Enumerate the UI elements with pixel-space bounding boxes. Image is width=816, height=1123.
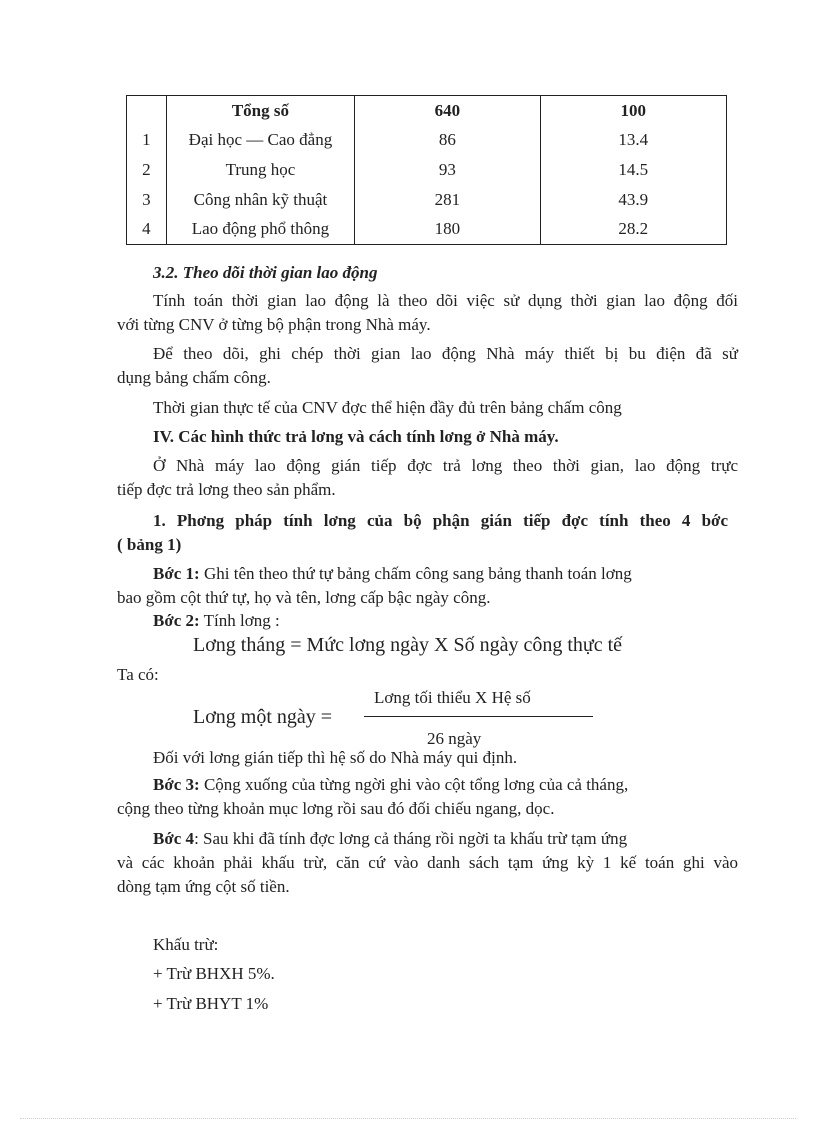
paragraph-line: và các khoản phải khấu trừ, căn cứ vào danh sách tạm ứng kỳ 1 kế toán ghi vào [117,853,738,872]
step-4 [153,828,738,850]
table-cell-no: 2 [127,155,167,185]
step-label: Bớc 4 [153,829,195,848]
step-text: : Sau khi đã tính đợc lơng cả tháng rồi ngời ta khấu trừ tạm ứng [194,829,628,848]
paragraph-line: dòng tạm ứng cột số tiền. [117,877,290,896]
deduction-item: + Trừ BHXH 5%. [153,964,275,983]
table-cell-label: Công nhân kỹ thuật [166,185,355,215]
table-cell-no: 4 [127,214,167,244]
table-cell-percent: 43.9 [540,185,726,215]
table-cell-percent: 28.2 [540,214,726,244]
table-cell-no [127,96,167,126]
formula-denominator: 26 ngày [427,729,482,748]
fraction-line [364,716,593,717]
paragraph-line: Để theo dõi, ghi chép thời gian lao động Nhà máy thiết bị bu điện đã sử [153,344,738,363]
ta-co-label: Ta có: [117,665,159,684]
table-cell-label: Trung học [166,155,355,185]
table-cell-count: 86 [355,126,540,156]
method-heading-line2: ( bảng 1) [117,535,182,554]
paragraph-line: cộng theo từng khoản mục lơng rồi sau đó đối chiếu ngang, dọc. [117,799,555,818]
table-cell-percent: 100 [540,96,726,126]
formula-numerator: Lơng tối thiểu X Hệ số [374,688,531,707]
formula-daily-salary-left: Lơng một ngày = [193,706,333,728]
table-cell-count: 93 [355,155,540,185]
paragraph-line: Đối với lơng gián tiếp thì hệ số do Nhà máy qui định. [153,748,518,767]
table-row-total [127,96,727,126]
table-cell-label: Đại học — Cao đẳng [166,126,355,156]
paragraph-line: Tính toán thời gian lao động là theo dõi việc sử dụng thời gian lao động đối [153,291,738,310]
paragraph-line: Ở Nhà máy lao động gián tiếp đợc trả lơng theo thời gian, lao động trực [153,456,738,475]
paragraph-line: tiếp đợc trả lơng theo sản phẩm. [117,480,336,499]
table-cell-no: 1 [127,126,167,156]
formula-monthly-salary: Lơng tháng = Mức lơng ngày X Số ngày công thực tế [193,634,623,656]
page-bottom-rule [20,1118,796,1119]
paragraph-line: bao gồm cột thứ tự, họ và tên, lơng cấp bậc ngày công. [117,588,491,607]
table-row [127,185,727,215]
table-cell-percent: 13.4 [540,126,726,156]
table-cell-count: 180 [355,214,540,244]
step-text: Cộng xuống của từng ngời ghi vào cột tổng lơng của cả tháng, [199,775,629,794]
paragraph-line: với từng CNV ở từng bộ phận trong Nhà máy. [117,315,431,334]
table-row [127,126,727,156]
step-text: Tính lơng : [199,611,280,630]
section-heading-3-2: 3.2. Theo dõi thời gian lao động [153,263,378,282]
table-row [127,155,727,185]
step-label: Bớc 1: [153,564,200,583]
deductions-title: Khấu trừ: [153,935,219,954]
staff-qualification-table [126,95,727,245]
step-2 [153,610,280,632]
table-cell-count: 640 [355,96,540,126]
table-cell-no: 3 [127,185,167,215]
step-text: Ghi tên theo thứ tự bảng chấm công sang bảng thanh toán lơng [199,564,632,583]
table-cell-label: Tổng số [166,96,355,126]
method-heading: 1. Phơng pháp tính lơng của bộ phận gián tiếp đợc tính theo 4 bớc [153,511,728,530]
paragraph-line: Thời gian thực tế của CNV đợc thể hiện đầy đủ trên bảng chấm công [153,398,622,417]
step-1 [153,563,728,585]
step-label: Bớc 3: [153,775,200,794]
table-cell-percent: 14.5 [540,155,726,185]
table-row [127,214,727,244]
step-label: Bớc 2: [153,611,200,630]
step-3 [153,774,738,796]
deduction-item: + Trừ BHYT 1% [153,994,269,1013]
section-heading-iv: IV. Các hình thức trả lơng và cách tính lơng ở Nhà máy. [153,427,559,446]
paragraph-line: dụng bảng chấm công. [117,368,271,387]
table-cell-count: 281 [355,185,540,215]
table-cell-label: Lao động phổ thông [166,214,355,244]
